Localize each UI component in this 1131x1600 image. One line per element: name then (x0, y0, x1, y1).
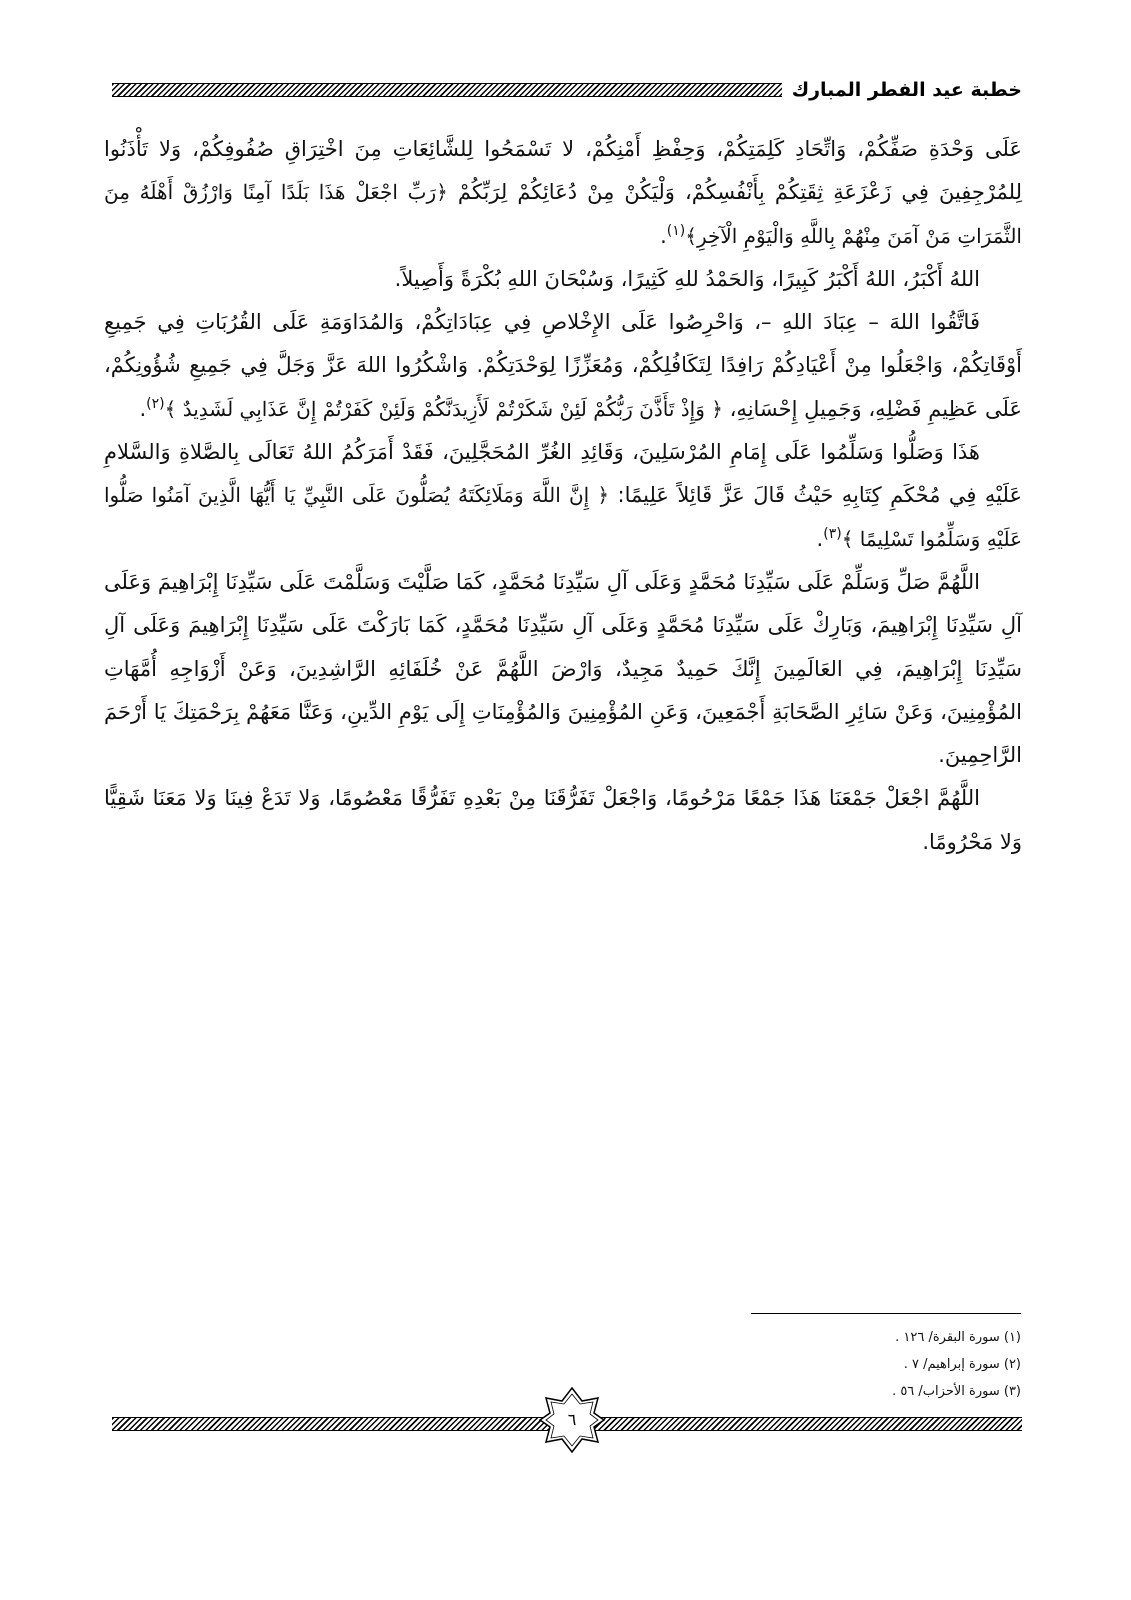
footnote-ref-2: (٢) (146, 395, 165, 412)
page-footer (112, 1397, 1022, 1451)
footnote-1: (١) سورة البقرة/ ١٢٦ . (895, 1330, 1021, 1345)
paragraph-2: اللهُ أَكْبَرُ، اللهُ أَكْبَرُ كَبِيرًا، وَالحَمْدُ للهِ كَثِيرًا، وَسُبْحَانَ اللهِ بُكْرَةً وَأَصِيلاً. (394, 266, 980, 291)
footnote-2: (٢) سورة إبراهيم/ ٧ . (903, 1357, 1021, 1372)
quran-verse-3: ﴿ إِنَّ اللَّهَ وَمَلَائِكَتَهُ يُصَلُّونَ عَلَى النَّبِيِّ يَا أَيُّهَا الَّذِينَ آمَنُوا صَلُّوا عَلَيْهِ وَسَلِّمُوا تَسْلِيمًا ﴾ (104, 483, 1022, 551)
quran-verse-1: ﴿رَبِّ اجْعَلْ هَذَا بَلَدًا آمِنًا وَارْزُقْ أَهْلَهُ مِنَ الثَّمَرَاتِ مَنْ آمَنَ مِنْهُمْ بِاللَّهِ وَالْيَوْمِ الْآخِرِ﴾ (104, 180, 1022, 248)
footnote-3: (٣) سورة الأحزاب/ ٥٦ . (892, 1384, 1021, 1399)
quran-verse-2: ﴿ وَإِذْ تَأَذَّنَ رَبُّكُمْ لَئِنْ شَكَرْتُمْ لَأَزِيدَنَّكُمْ وَلَئِنْ كَفَرْتُمْ إِنَّ عَذَابِي لَشَدِيدٌ ﴾ (164, 396, 723, 421)
page-header (112, 70, 1022, 110)
paragraph-6: اللَّهُمَّ اجْعَلْ جَمْعَنَا هَذَا جَمْعًا مَرْحُومًا، وَاجْعَلْ تَفَرُّقَنَا مِنْ بَعْدِهِ تَفَرُّقًا مَعْصُومًا، وَلا تَدَعْ فِينَا وَلا مَعَنَا شَقِيًّا وَلا مَحْرُومًا. (104, 786, 1022, 854)
paragraph-1 (104, 128, 1022, 258)
sermon-body (104, 128, 1022, 864)
paragraph-4-end: . (816, 526, 824, 551)
footnote-ref-3: (٣) (823, 525, 842, 542)
header-title: خطبة عيد الفطر المبارك (791, 79, 1022, 101)
paragraph-4-text: هَذَا وَصَلُّوا وَسَلِّمُوا عَلَى إِمَامِ المُرْسَلِينَ، وَقَائِدِ الغُرِّ المُحَجَّلِينَ، فَقَدْ أَمَرَكُمُ اللهُ تَعَالَى بِالصَّلاةِ وَالسَّلامِ عَلَيْهِ فِي مُحْكَمِ كِتَابِهِ حَيْثُ قَالَ عَزَّ قَائِلاً عَلِيمًا: (104, 440, 1022, 508)
paragraph-3 (104, 301, 1022, 431)
paragraph-3-text: فَاتَّقُوا اللهَ – عِبَادَ اللهِ –، وَاحْرِصُوا عَلَى الإِخْلاصِ فِي عِبَادَاتِكُمْ، وَالمُدَاوَمَةِ عَلَى القُرُبَاتِ فِي جَمِيعِ أَوْقَاتِكُمْ، وَاجْعَلُوا مِنْ أَعْيَادِكُمْ رَافِدًا لِتَكَافُلِكُمْ، وَمُعَزِّزًا لِوَحْدَتِكُمْ. وَاشْكُرُوا اللهَ عَزَّ وَجَلَّ فِي جَمِيعِ شُؤُونِكُمْ، عَلَى عَظِيمِ فَضْلِهِ، وَجَمِيلِ إِحْسَانِهِ، (104, 310, 1022, 421)
header-hatch-rule (112, 83, 782, 97)
paragraph-1-text: عَلَى وَحْدَةِ صَفِّكُمْ، وَاتِّحَادِ كَلِمَتِكُمْ، وَحِفْظِ أَمْنِكُمْ، لا تَسْمَحُوا لِلشَّائِعَاتِ مِنَ اخْتِرَاقِ صُفُوفِكُمْ، وَلا تَأْذَنُوا لِلمُرْجِفِينَ فِي زَعْزَعَةِ ثِقَتِكُمْ بِأَنْفُسِكُمْ، وَلْيَكُنْ مِنْ دُعَائِكُمْ لِرَبِّكُمْ (104, 137, 1022, 205)
paragraph-1-end: . (660, 223, 667, 248)
paragraph-4 (104, 431, 1022, 561)
page-number: ٦ (567, 1410, 577, 1429)
footnote-ref-1: (١) (666, 222, 686, 239)
paragraph-3-end: . (139, 396, 147, 421)
paragraph-5: اللَّهُمَّ صَلِّ وَسَلِّمْ عَلَى سَيِّدِنَا مُحَمَّدٍ وَعَلَى آلِ سَيِّدِنَا مُحَمَّدٍ، كَمَا صَلَّيْتَ وَسَلَّمْتَ عَلَى سَيِّدِنَا إِبْرَاهِيمَ وَعَلَى آلِ سَيِّدِنَا إِبْرَاهِيمَ، وَبَارِكْ عَلَى سَيِّدِنَا مُحَمَّدٍ وَعَلَى آلِ سَيِّدِنَا مُحَمَّدٍ، كَمَا بَارَكْتَ عَلَى سَيِّدِنَا إِبْرَاهِيمَ وَعَلَى آلِ سَيِّدِنَا إِبْرَاهِيمَ، فِي العَالَمِينَ إِنَّكَ حَمِيدٌ مَجِيدٌ، وَارْضَ اللَّهُمَّ عَنْ خُلَفَائِهِ الرَّاشِدِينَ، وَعَنْ أَزْوَاجِهِ أُمَّهَاتِ المُؤْمِنِينَ، وَعَنْ سَائِرِ الصَّحَابَةِ أَجْمَعِينَ، وَعَنِ المُؤْمِنِينَ وَالمُؤْمِنَاتِ إِلَى يَوْمِ الدِّينِ، وَعَنَّا مَعَهُمْ بِرَحْمَتِكَ يَا أَرْحَمَ الرَّاحِمِينَ. (104, 569, 1022, 768)
footnote-separator (751, 1313, 1021, 1314)
page-number-badge (537, 1385, 607, 1455)
